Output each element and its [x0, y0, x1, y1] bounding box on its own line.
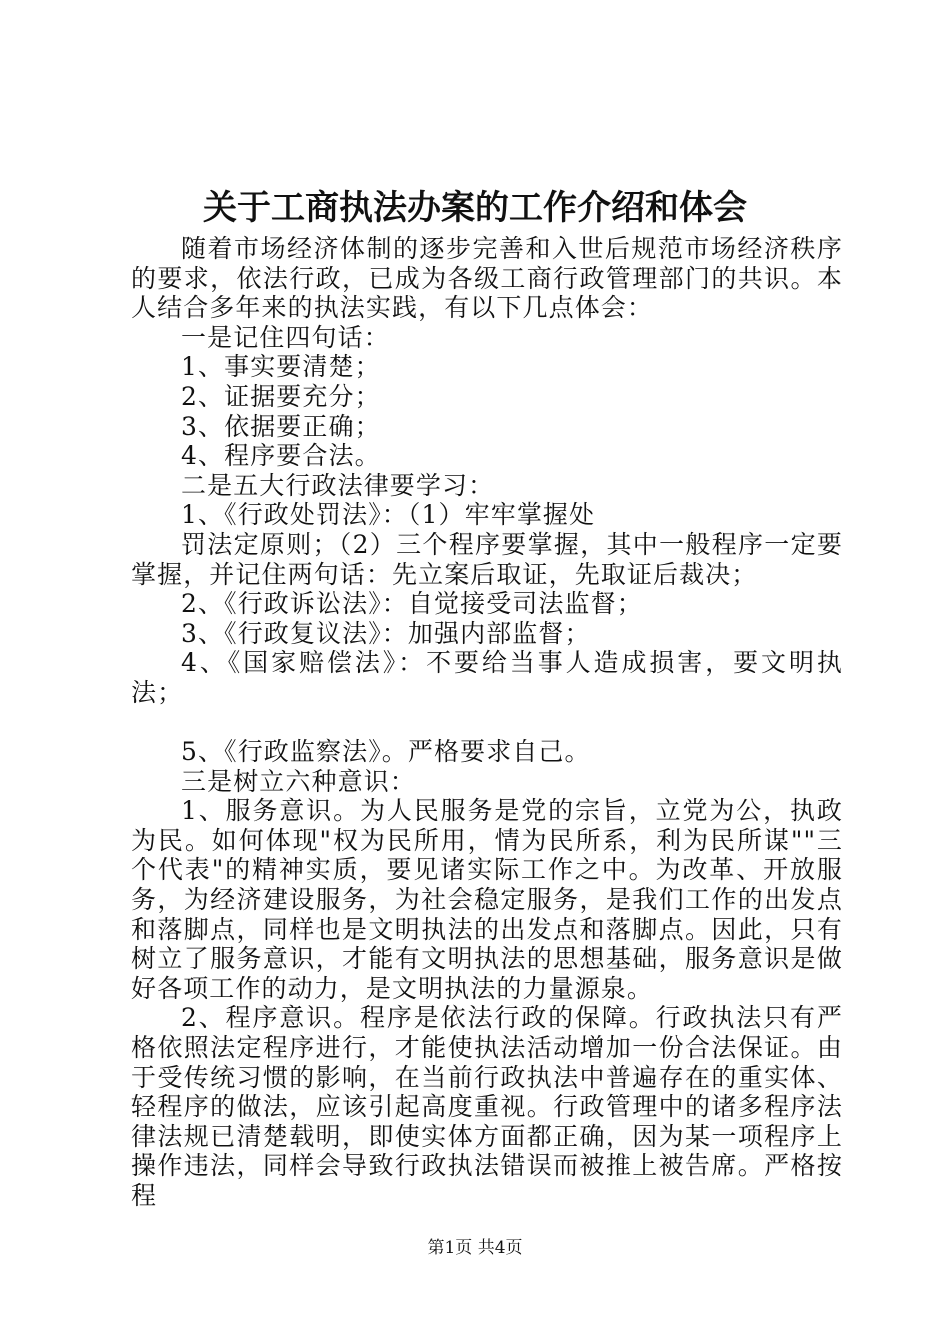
paragraph-section-two-heading: 二是五大行政法律要学习： — [181, 470, 495, 500]
paragraph-item: 4、《国家赔偿法》：不要给当事人造成损害，要文明执法； — [131, 648, 843, 707]
paragraph-section-three-heading: 三是树立六种意识： — [181, 766, 416, 796]
paragraph-section-one-heading: 一是记住四句话： — [181, 322, 390, 352]
page-footer: 第1页 共4页 — [427, 1238, 523, 1258]
paragraph-item: 2、证据要充分； — [181, 381, 381, 411]
document-body — [131, 234, 843, 1211]
paragraph-intro: 随着市场经济体制的逐步完善和入世后规范市场经济秩序的要求，依法行政，已成为各级工商行政管理部门的共识。本人结合多年来的执法实践，有以下几点体会： — [131, 234, 843, 323]
paragraph-procedure-awareness: 2、程序意识。程序是依法行政的保障。行政执法只有严格依照法定程序进行，才能使执法活动增加一份合法保证。由于受传统习惯的影响，在当前行政执法中普遍存在的重实体、轻程序的做法，应该引起高度重视。行政管理中的诸多程序法律法规已清楚载明，即使实体方面都正确，因为某一项程序上操作违法，同样会导致行政执法错误而被推上被告席。严格按程 — [131, 1003, 843, 1210]
paragraph-item: 1、事实要清楚； — [181, 352, 381, 382]
paragraph-item: 5、《行政监察法》。严格要求自己。 — [181, 737, 591, 767]
document-title: 关于工商执法办案的工作介绍和体会 — [203, 188, 747, 228]
paragraph-item: 1、《行政处罚法》：（1）牢牢掌握处 — [181, 500, 596, 530]
blank-line — [131, 708, 843, 738]
paragraph-item: 2、《行政诉讼法》：自觉接受司法监督； — [181, 589, 643, 619]
paragraph-item: 4、程序要合法。 — [181, 441, 381, 471]
paragraph-service-awareness: 1、服务意识。为人民服务是党的宗旨，立党为公，执政为民。如何体现"权为民所用，情为民所系，利为民所谋""三个代表"的精神实质，要见诸实际工作之中。为改革、开放服务，为经济建设服务，为社会稳定服务，是我们工作的出发点和落脚点，同样也是文明执法的出发点和落脚点。因此，只有树立了服务意识，才能有文明执法的思想基础，服务意识是做好各项工作的动力，是文明执法的力量源泉。 — [131, 796, 843, 1003]
paragraph-item: 罚法定原则；（2）三个程序要掌握，其中一般程序一定要掌握，并记住两句话：先立案后取证，先取证后裁决； — [131, 529, 843, 589]
paragraph-item: 3、《行政复议法》：加强内部监督； — [181, 618, 591, 648]
paragraph-item: 3、依据要正确； — [181, 411, 381, 441]
